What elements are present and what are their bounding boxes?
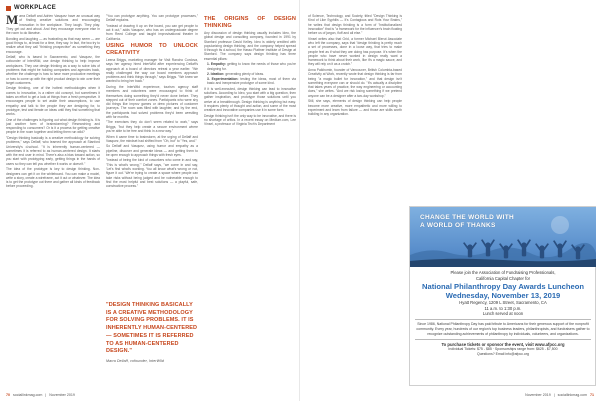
- pull-quote: [106, 302, 198, 364]
- event-advertisement: [409, 206, 596, 386]
- article-paragraph: "Design thinking basically is a creative methodology for solving problems," says Dellaff, who learned the approach at Stanford University's d.school. "It is inherently human-centered — sometimes it is referred to as human-centered design. It starts with the end user in mind. There's also a bias toward action, so you start with prototyping early, getting things in the hands of users so they can tell you whether it works or doesn't.": [6, 135, 100, 166]
- footer-sep: |: [45, 393, 47, 397]
- subhead: USING HUMOR TO UNLOCK CREATIVITY: [106, 42, 198, 56]
- list-item: 2. Ideation: generating plenty of ideas.: [207, 71, 265, 76]
- ad-event-date: Wednesday, November 13, 2019: [445, 291, 561, 301]
- subhead: THE ORIGINS OF DESIGN THINKING: [204, 15, 296, 29]
- article-paragraph: One of the challenges is figuring out what design thinking is. It is just another form of brainstorming? Researching and responding to consumers? Or is it a process for getting creative people in the room together and letting them run wild?: [6, 117, 100, 135]
- pillars-list: [204, 62, 296, 85]
- pull-quote-attribution: Marra Dellaff, cofounder, InterWild: [106, 358, 164, 363]
- ad-invite-line-1: Please join the Association of Fundraising Professionals,: [450, 270, 556, 275]
- footer-sep: |: [553, 393, 555, 397]
- list-item: 3. Experimentation: testing the ideas, most of them via basic and inexpensive prototype of some kind.: [207, 77, 296, 86]
- article-paragraph: Marra Dellaff and Adrien Vasquez have an unusual way of finding creative solutions and encouraging innovation in the workplace. They laugh. They play. They get out and about. And they encourage everyone else in the room to do likewise.: [6, 14, 100, 36]
- article-column-1: [6, 14, 100, 386]
- ad-note: Lunch served at noon: [482, 311, 524, 317]
- ad-venue: Hyatt Regency, 1209 L Street, Sacramento, CA: [459, 300, 547, 306]
- article-paragraph: "Instead of drawing it up on the board, you can get people to act it out," adds Vasquez, who has an undergraduate degree from Reed College and taught improvisational theater in California.: [106, 23, 198, 41]
- ad-event-title: National Philanthropy Day Awards Luncheon: [421, 282, 585, 292]
- article-paragraph: "Instead of being the kind of coworkers who come in and say, 'This is what's wrong,'" Dellaff says, "we come in and say, 'Let's find what's working. You all know what's wrong or not, figure it out.' We're trying to create a space where people can take risks without being judged and be vulnerable enough to find the most helpful and best solutions — a playful, safe, constructive process.": [106, 158, 198, 189]
- article-column-2: [106, 14, 198, 298]
- article-paragraph: Vinsel writes also that Grid, a former Michael Bierut Associate who left the company, says that "design thinking is pretty much a set of processes, done in a loose way, that tries to make people feel as if what they are doing has purpose. It's when the people who have never worked in design really want a framework to think about their work, like it's a magic sauce, and they will rely on it as a crutch.": [308, 36, 402, 67]
- ad-divider: [415, 339, 591, 340]
- section-tag: [6, 5, 56, 11]
- footer-right: [525, 393, 594, 397]
- ad-time: 11 a.m. to 1:30 p.m.: [484, 305, 522, 311]
- ad-invite-line-2: California Capital Chapter for: [476, 275, 530, 281]
- footer-site: sociallinkmag.com: [13, 393, 43, 397]
- page-number: 70: [6, 393, 10, 397]
- article-paragraph: Anna Paikhomin, founder of Vancouver, British Columbia-based Creativity at Work, recently wrote that design thinking is far from being "a magic bullet for innovation," and that design isn't something everyone can or should do. "It's actually a discipline that takes years of practice, the way engineering or accounting does," she writes. "And we risk losing something if we pretend anyone can be a designer after a two-day workshop.": [308, 67, 402, 98]
- footer-date: November 2019: [49, 393, 75, 397]
- right-page: [300, 0, 600, 401]
- ad-cta-link[interactable]: To purchase tickets or sponsor the event, visit www.afpcc.org: [441, 341, 565, 347]
- section-label: WORKPLACE: [14, 5, 57, 11]
- article-paragraph: Bonding and laughing — as frustrating as that may seem — are good things to, at least for a time, they say. In fact, the two try to realize what they call "thinking prospective" as something they encourage.: [6, 36, 100, 54]
- article-paragraph: When it came time to brainstorm, at the urging of Dellaff and Vasquez, the mindset had shifted from "Oh, but" to "Yes, and.": [106, 134, 198, 143]
- article-paragraph: of Science, Technology, and Society, titled "Design Thinking is Kind of Like Syphilis — It's Contagious and Rots Your Brains," he writes that design thinking is a form of "institutionalized innovation" that is "a framework for the influencer's brain floating before us of jargon, fluff and all else.": [308, 14, 402, 36]
- article-paragraph: "The exercises they do don't seem related to work," says Briggs, "but they help create a secure environment where you're able to be free and think in a new way.": [106, 120, 198, 134]
- article-paragraph: Any discussion of design thinking usually includes Ideo, the global design and consulting company, founded in 1991 by Stanford professor David Kelley. Ideo is widely credited with popularizing design thinking, and the company helped spread it through its d.school, the Hasso Plattner Institute of Design at Stanford. The company says design thinking has three essential pillars:: [204, 30, 296, 61]
- article-paragraph: "You can prototype anything. You can prototype processes," Dellaff explains.: [106, 14, 198, 23]
- ad-body: [410, 270, 596, 356]
- ad-prices: Individual Tickets: $75 - $85 · Sponsorships range from: $625 - $7,500: [448, 346, 558, 351]
- article-column-4: [308, 14, 402, 386]
- ad-banner: [410, 207, 596, 267]
- article-paragraph: Design thinking, one of the hottest methodologies when it comes to innovation, is a rather old concept, but sometimes it takes an effort to get a look at things from a fresh perspective. It encourages people to set aside their assumptions, to use empathy and talk to the people they are designing for, to prototype, test and iterate on ideas until they find something that works.: [6, 86, 100, 117]
- ad-tagline: CHANGE THE WORLD WITH A WORLD OF THANKS: [420, 214, 515, 229]
- footer-left: [6, 393, 75, 397]
- article-paragraph: Dellaff, who is based in Sacramento, and Vasquez, the cofounder of InterWild, use design thinking to help improve workplaces. They use design thinking as a way to solve lots of problems that might be holding companies and agencies back, whether the challenge is how to have more productive meetings or how to come up with the right product design to win over their target customers.: [6, 55, 100, 85]
- list-item: 1. Empathy: getting to know the needs of those who you're designing for.: [207, 62, 296, 71]
- drop-cap: M: [6, 14, 19, 27]
- article-paragraph: The idea of the prototype is key to design thinking. Non-designers can get it on the whiteboard. You can make a model, write a story, create a wireframe, act it out or whatever. The idea is to get the prototype out there and gather all kinds of feedback before proceeding.: [6, 167, 100, 189]
- article-paragraph: So Dellaff and Vasquez, using humor and empathy as a pipeline, discover and generate ideas — and getting them to be open enough to approach things with fresh eyes.: [106, 144, 198, 157]
- footer-site: sociallinkmag.com: [557, 393, 587, 397]
- footer-date: November 2019: [525, 393, 551, 397]
- article-paragraph: Leena Briggs, marketing manager for Visit Rancho Cordova, says her agency hired InterWild after experiencing Dellaff's approach at a board of directors retreat a year earlier. "We really challenged the way our board members approach problems and think things through," says Briggs. "We knew we wanted to bring her back.": [106, 57, 198, 84]
- article-paragraph: Design thinking isn't the only way to be innovative, and there is no shortage of critics. In a recent essay on Medium.com, Lee Vinsel, a professor of Virginia Tech's Department: [204, 113, 296, 127]
- article-paragraph: If it is well-executed, design thinking can lead to innovative solutions. According to Ideo, you start with a big question, then gather inspiration, and prototype those solutions until you arrive at a breakthrough. Design thinking is anything but easy. It requires plenty of thought and action, and some of the most creative and innovative companies use it in some form.: [204, 86, 296, 113]
- ad-divider: [415, 319, 591, 320]
- section-square-icon: [6, 6, 11, 11]
- article-paragraph: Still, she says, elements of design thinking can help people become more creative, more empathetic and more willing to experiment and learn from failure — and those are skills worth building in any organization.: [308, 99, 402, 117]
- page-number: 71: [590, 393, 594, 397]
- ad-blurb: Since 1986, National Philanthropy Day has paid tribute to Americans for their generous support of the nonprofit community. Every year, hundreds of our region's top business leaders, philanthropists, and fundraisers gather to recognize outstanding achievements of philanthropy by individuals, volunteers, and organizations.: [416, 322, 590, 336]
- pull-quote-text: "DESIGN THINKING BASICALLY IS A CREATIVE METHODOLOGY FOR SOLVING PROBLEMS. IT IS INHERENTLY HUMAN-CENTERED — SOMETIMES IT IS REFERRED TO AS HUMAN-CENTERED DESIGN.": [106, 302, 198, 355]
- article-paragraph: During the InterWild experience, tourism agency staff members and volunteers were encouraged to think of themselves doing something they'd never done before. They stepped out of their comfort zones. Participants who were shy did things like improv games or drew pictures of customer journeys. The room was filled with laughter, and by the end, the participants had solved problems they'd been wrestling with for months.: [106, 84, 198, 119]
- article-column-3: [204, 14, 296, 386]
- ad-questions-email[interactable]: Questions? Email info@afpcc.org: [477, 351, 529, 356]
